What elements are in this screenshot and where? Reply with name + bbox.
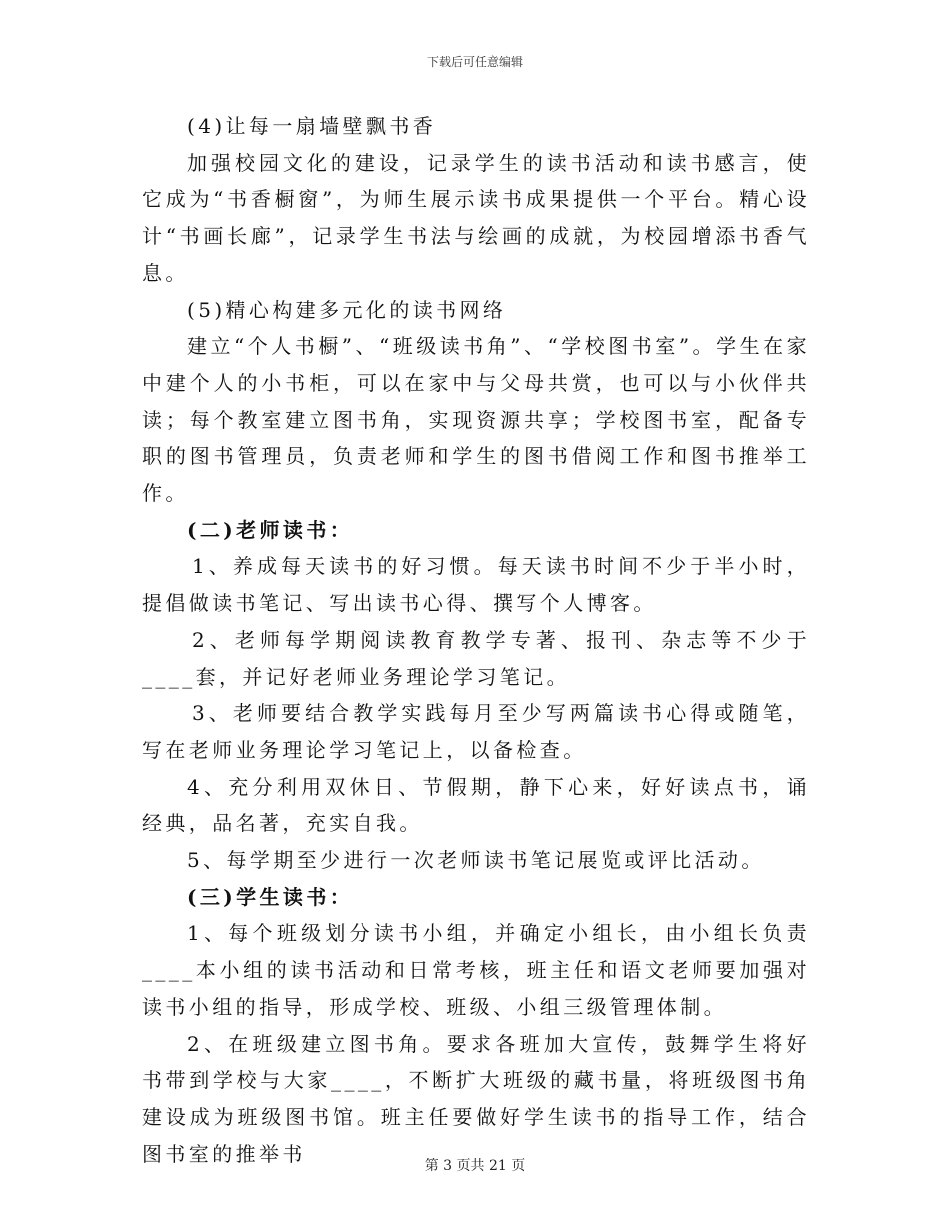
paragraph: 1、养成每天读书的好习惯。每天读书时间不少于半小时，提倡做读书笔记、写出读书心得、撰写个人博客。 — [142, 554, 810, 616]
section-heading: (二)老师读书： — [187, 517, 354, 542]
paragraph: 2、在班级建立图书角。要求各班加大宣传，鼓舞学生将好书带到学校与大家____，不断扩大班级的藏书量，将班级图书角建设成为班级图书馆。班主任要做好学生读书的指导工作，结合图书室的推举书 — [142, 1031, 810, 1166]
page-header: 下载后可任意编辑 — [426, 55, 523, 69]
paragraph: 加强校园文化的建设，记录学生的读书活动和读书感言，使它成为“书香橱窗”，为师生展示读书成果提供一个平台。精心设计“书画长廊”，记录学生书法与绘画的成就，为校园增添书香气息。 — [142, 150, 810, 285]
document-body — [142, 108, 810, 1172]
paragraph: (5)精心构建多元化的读书网络 — [187, 297, 507, 322]
paragraph: 3、老师要结合教学实践每月至少写两篇读书心得或随笔，写在老师业务理论学习笔记上，以备检查。 — [142, 701, 810, 762]
paragraph: (4)让每一扇墙壁飘书香 — [187, 114, 437, 138]
paragraph: 建立“个人书橱”、“班级读书角”、“学校图书室”。学生在家中建个人的小书柜，可以在家中与父母共赏，也可以与小伙伴共读；每个教室建立图书角，实现资源共享；学校图书室，配备专职的图书管理员，负责老师和学生的图书借阅工作和图书推举工作。 — [142, 334, 810, 506]
paragraph: 5、每学期至少进行一次老师读书笔记展览或评比活动。 — [187, 848, 765, 873]
paragraph: 1、每个班级划分读书小组，并确定小组长，由小组长负责____本小组的读书活动和日常考核，班主任和语文老师要加强对读书小组的指导，形成学校、班级、小组三级管理体制。 — [142, 921, 810, 1019]
paragraph: 2、老师每学期阅读教育教学专著、报刊、杂志等不少于____套，并记好老师业务理论学习笔记。 — [142, 627, 810, 689]
section-heading: (三)学生读书： — [187, 884, 354, 909]
paragraph: 4、充分利用双休日、节假期，静下心来，好好读点书，诵经典，品名著，充实自我。 — [142, 774, 810, 836]
page-footer: 第 3 页共 21 页 — [424, 1158, 526, 1174]
